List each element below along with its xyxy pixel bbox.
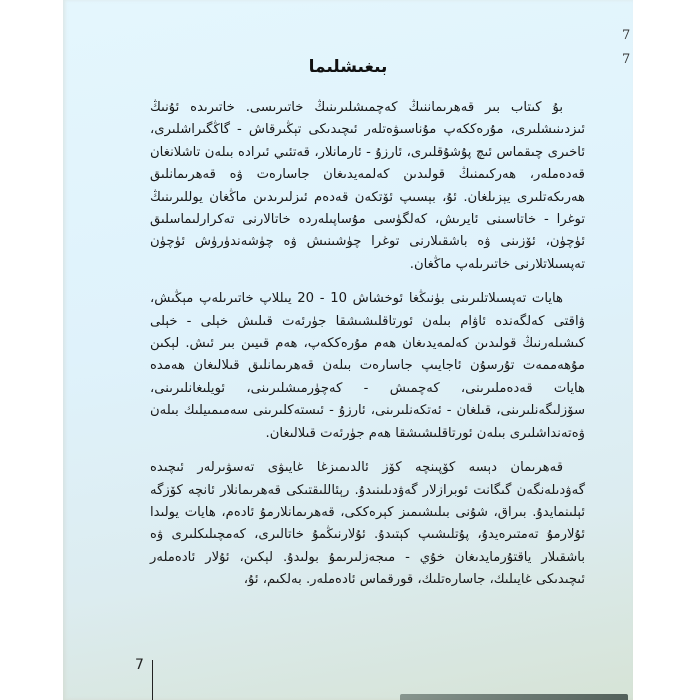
edge-page-number: 7 xyxy=(622,28,631,43)
paragraph: قەھرىمان دېسە كۆپىنچە كۆز ئالدىمىزغا غايىۋى تەسۋىرلەر ئىچىدە گەۋدىلەنگەن گىگانت ئوبرازلار گەۋدىلىنىدۇ. رېئاللىقتىكى قەھرىمانلار ئانچە كۆزگە ئېلىنمايدۇ. بىراق، شۇنى بىلىشىمىز كېرەككى، قەھرىمانلارمۇ ئادەم، ھايات يولىدا ئۇلارمۇ تەمتىرەيدۇ، پۇتلىشىپ كېتىدۇ. ئۇلارنىڭمۇ خاتالىرى، كەمچىلىكلىرى ۋە باشقىلار ياقتۇرمايدىغان خۇي - مىجەزلىرىمۇ بولىدۇ. لېكىن، ئۇلار ئادەملەر ئىچىدىكى غايىلىك، جاسارەتلىك، قورقماس ئادەملەر. بەلكىم، ئۇ، xyxy=(150,460,585,588)
page-edge-strip xyxy=(633,0,700,700)
chapter-title: بىغىشلىما xyxy=(308,57,388,77)
edge-page-number: 7 xyxy=(622,52,631,67)
paragraph: ھايات تەپسىلاتلىرىنى بۈنىڭغا ئوخشاش 10 - 20 يىللاپ خاتىرىلەپ مېڭىش، ۋاقتى كەلگەندە ئاۋام بىلەن ئورتاقلىشىشقا جۈرئەت قىلىش خېلى - خېلى كىشىلەرنىڭ قولىدىن كەلمەيدىغان ھەم مۇرەككەپ، ھەم قىيىن بىر ئىش. لېكىن مۇھەممەت تۇرسۇن ئاجايىپ جاسارەت بىلەن قەھرىمانلىق قىلالىغان ھەمدە ھايات قەدەملىرىنى، كەچمىش - كەچۈرمىشلىرىنى، ئويلىغانلىرىنى، سۆزلىگەنلىرىنى، قىلغان - ئەتكەنلىرىنى، ئارزۇ - ئىستەكلىرىنى سەمىمىيلىك بىلەن ۋەتەنداشلىرى بىلەن ئورتاقلىشىشقا ھەم جۈرئەت قىلالىغان. xyxy=(150,291,585,441)
book-cover-edge xyxy=(400,694,628,700)
page-number: 7 xyxy=(135,657,144,673)
body-text xyxy=(150,97,585,604)
paragraph: بۇ كىتاب بىر قەھرىماننىڭ كەچمىشلىرىنىڭ خاتىرىسى. خاتىرىدە ئۇنىڭ ئىزدىنىشلىرى، مۇرەككەپ مۇناسىۋەتلەر ئىچىدىكى تېڭىرقاش - گاڭگىراشلىرى، ئاخىرى چىقماس ئىچ پۇشۇقلىرى، ئارزۇ - ئارمانلار، قەتئىي ئىرادە بىلەن تاشلانغان قەدەملەر، ھەركىمنىڭ قولىدىن كەلمەيدىغان جاسارەت ۋە قەھرىمانلىق ھەرىكەتلىرى يېزىلغان. ئۇ، بېسىپ ئۆتكەن قەدەم ئىزلىرىدىن ماڭغان يوللىرىنىڭ توغرا - خاتاسىنى ئايرىش، كەلگۈسى مۇساپىلەردە خاتالارنى تەكرارلىماسلىق ئۈچۈن، ئۆزىنى ۋە باشقىلارنى توغرا چۈشىنىش ۋە چۈشەندۈرۈش ئۈچۈن تەپسىلاتلارنى خاتىرىلەپ ماڭغان. xyxy=(150,100,585,272)
gutter-line xyxy=(152,660,153,700)
